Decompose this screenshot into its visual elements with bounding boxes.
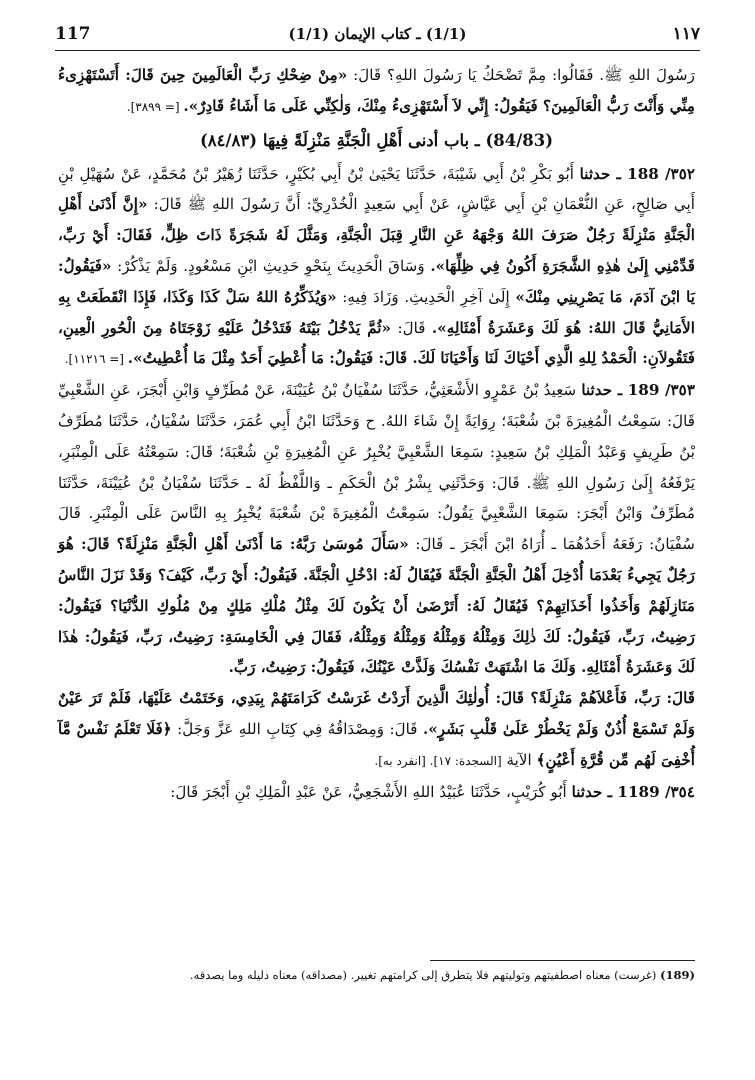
prophet-speech: «إِنَّ أَدْنَىٰ أَهْلِ الْجَنَّةِ مَنْزِلَةً رَجُلٌ صَرَفَ اللهُ وَجْهَهُ عَنِ النَّارِ قِبَلَ الْجَنَّةِ، وَمَثَّلَ لَهُ شَجَرَةً ذَاتَ ظِلٍّ، فَقَالَ: أَيْ رَبِّ، قَدِّمْنِي إِلَىٰ هٰذِهِ الشَّجَرَةِ أَكُونُ فِي ظِلِّهَا». [58, 195, 695, 275]
cross-reference: [= ٣٨٩٩]. [126, 99, 184, 114]
hadith-353 [58, 375, 695, 683]
footnote-number: (189) [660, 968, 695, 982]
text-run: سَعِيدُ بْنُ عَمْرٍو الأَشْعَثِيُّ، حَدَّثَنَا سُفْيَانُ بْنُ عُيَيْنَةَ، عَنْ مُطَرِّفٍ وَابْنِ أَبْجَرَ، عَنِ الشَّعْبِيِّ قَالَ: سَمِعْتُ الْمُغِيرَةَ بْنَ شُعْبَةَ؛ رِوَايَةً إِنْ شَاءَ اللهُ. ح وَحَدَّثَنَا ابْنُ أَبِي عُمَرَ، حَدَّثَنَا سُفْيَانُ، حَدَّثَنَا مُطَرِّفُ بْنُ طَرِيفٍ وَعَبْدُ الْمَلِكِ بْنُ سَعِيدٍ: سَمِعَا الشَّعْبِيَّ يُخْبِرُ عَنِ الْمُغِيرَةِ بْنِ شُعْبَةَ؛ قَالَ: سَمِعْتُهُ عَلَى الْمِنْبَرِ، يَرْفَعُهُ إِلَىٰ رَسُولِ اللهِ ﷺ. قَالَ: وَحَدَّثَنِي بِشْرُ بْنُ الْحَكَمِ ـ وَاللَّفْظُ لَهُ ـ حَدَّثَنَا سُفْيَانُ بْنُ عُيَيْنَةَ، حَدَّثَنَا مُطَرِّفٌ وَابْنُ أَبْجَرَ: سَمِعَا الشَّعْبِيَّ يَقُولُ: سَمِعْتُ الْمُغِيرَةَ بْنَ شُعْبَةَ يُخْبِرُ بِهِ النَّاسَ عَلَى الْمِنْبَرِ. قَالَ سُفْيَانُ: رَفَعَهُ أَحَدُهُمَا ـ أُرَاهُ ابْنَ أَبْجَرَ ـ قَالَ: [58, 381, 695, 554]
text-run: وَسَاقَ الْحَدِيثَ بِنَحْوِ حَدِيثِ ابْنِ مَسْعُودٍ. وَلَمْ يَذْكُرْ: [111, 256, 431, 275]
page-number-arabic: ١١٧ [672, 24, 700, 44]
prophet-speech: قَالَ: رَبِّ، فَأَعْلاَهُمْ مَنْزِلَةً؟ قَالَ: أُولٰئِكَ الَّذِينَ أَرَدْتُ غَرَسْتُ كَرَامَتَهُمْ بِيَدِي، وَخَتَمْتُ عَلَيْهَا، فَلَمْ تَرَ عَيْنٌ وَلَمْ تَسْمَعْ أُذُنٌ وَلَمْ يَخْطُرْ عَلَىٰ قَلْبِ بَشَرٍ». [58, 689, 695, 738]
prophet-speech: «فَيَقُولُ: يَا ابْنَ آدَمَ، مَا يَصْرِينِي مِنْكَ» [58, 256, 695, 306]
prophet-speech: «ثُمَّ يَدْخُلُ بَيْتَهُ فَتَدْخُلُ عَلَيْهِ زَوْجَتَاهُ مِنَ الْحُورِ الْعِينِ، فَتَقُولاَنِ: الْحَمْدُ لِلهِ الَّذِي أَحْيَاكَ لَنَا وَأَحْيَانَا لَكَ. قَالَ: فَيَقُولُ: مَا أُعْطِيَ أَحَدٌ مِثْلَ مَا أُعْطِيتُ». [58, 318, 695, 368]
footnote [60, 966, 695, 984]
hadith-353-continued [58, 683, 695, 776]
cross-reference: [= ١١٢١٦]. [64, 352, 128, 367]
cross-reference: [انفرد به]. [374, 753, 430, 768]
page-body [58, 60, 695, 807]
hadith-number: ٣٥٢/ 188 ـ حدثنا [579, 164, 696, 183]
hadith-number: ٣٥٣/ 189 ـ حدثنا [581, 381, 695, 400]
running-title: (1/1) ـ كتاب الإيمان (1/1) [288, 25, 467, 43]
page-header [55, 22, 700, 46]
prophet-speech: «سَأَلَ مُوسَىٰ رَبَّهُ: مَا أَدْنَىٰ أَهْلِ الْجَنَّةِ مَنْزِلَةً؟ قَالَ: هُوَ رَجُلٌ يَجِيءُ بَعْدَمَا أُدْخِلَ أَهْلُ الْجَنَّةِ الْجَنَّةَ فَيُقَالُ لَهُ: ادْخُلِ الْجَنَّةَ. فَيَقُولُ: أَيْ رَبِّ، كَيْفَ؟ وَقَدْ نَزَلَ النَّاسُ مَنَازِلَهُمْ وَأَخَذُوا أَخَذَاتِهِمْ؟ فَيُقَالُ لَهُ: أَتَرْضَىٰ أَنْ يَكُونَ لَكَ مِثْلُ مُلْكِ مَلِكٍ مِنْ مُلُوكِ الدُّنْيَا؟ فَيَقُولُ: رَضِيتُ، رَبِّ، فَيَقُولُ: لَكَ ذٰلِكَ وَمِثْلُهُ وَمِثْلُهُ وَمِثْلُهُ وَمِثْلُهُ، فَقَالَ فِي الْخَامِسَةِ: رَضِيتُ، رَبِّ، فَيَقُولُ: هٰذَا لَكَ وَعَشَرَةُ أَمْثَالِهِ. وَلَكَ مَا اشْتَهَتْ نَفْسُكَ وَلَذَّتْ عَيْنُكَ، فَيَقُولُ: رَضِيتُ، رَبِّ. [58, 535, 695, 677]
footnote-rule [430, 960, 695, 961]
footnote-text: (غرست) معناه اصطفيتهم وتوليتهم فلا يتطرق إلى كرامتهم تغيير. (مصداقه) معناه دليله وما يصدقه. [189, 968, 661, 982]
text-run: أَبُو كُرَيْبٍ، حَدَّثَنَا عُبَيْدُ اللهِ الأَشْجَعِيُّ، عَنْ عَبْدِ الْمَلِكِ بْنِ أَبْجَرَ قَالَ: [170, 782, 572, 801]
hadith-352 [58, 159, 695, 376]
text-run: إِلَىٰ آخِرِ الْحَدِيثِ. وَزَادَ فِيهِ: [336, 287, 516, 306]
prophet-speech: «مِنْ ضِحْكِ رَبِّ الْعَالَمِينَ حِينَ قَالَ: أَتَسْتَهْزِىءُ مِنِّي وَأَنْتَ رَبُّ الْعَالَمِينَ؟ فَيَقُولُ: إِنِّي لاَ أَسْتَهْزِىءُ مِنْكَ، وَلٰكِنِّي عَلَى مَا أَشَاءُ قَادِرٌ». [58, 66, 695, 115]
header-rule [55, 50, 700, 51]
quran-verse: ﴿فَلَا تَعْلَمُ نَفْسٌ مَّآ أُخْفِىَ لَهُم مِّن قُرَّةِ أَعْيُنٍ﴾ [58, 719, 695, 769]
text-run: رَسُولَ اللهِ ﷺ. فَقَالُوا: مِمَّ تَضْحَكُ يَا رَسُولَ اللهِ؟ قَالَ: [347, 66, 695, 84]
chapter-title: (84/83) ـ باب أدنى أَهْلِ الْجَنَّةِ مَنْزِلَةً فِيهَا (٨٤/٨٣) [199, 130, 554, 150]
paragraph-continuation [58, 60, 695, 123]
prophet-speech: «وَيُذَكِّرُهُ اللهُ سَلْ كَذَا وَكَذَا، فَإِذَا انْقَطَعَتْ بِهِ الأَمَانِيُّ قَالَ اللهُ: هُوَ لَكَ وَعَشَرَةُ أَمْثَالِهِ». [58, 287, 695, 337]
text-run: الآية [501, 750, 537, 769]
hadith-number: ٣٥٤/ 1189 ـ حدثنا [571, 782, 695, 801]
quran-reference: [السجدة: ١٧]. [429, 753, 502, 768]
text-run: قَالَ: [391, 318, 432, 337]
hadith-354 [58, 777, 695, 808]
text-run: قَالَ: وَمِصْدَاقُهُ فِي كِتَابِ اللهِ عَزَّ وَجَلَّ: [171, 719, 423, 738]
page-number-latin: 117 [55, 24, 91, 44]
text-run: أَبُو بَكْرِ بْنُ أَبِي شَيْبَةَ، حَدَّثَنَا يَحْيَىٰ بْنُ أَبِي بُكَيْرٍ، حَدَّثَنَا زُهَيْرُ بْنُ مُحَمَّدٍ، عَنْ سُهَيْلِ بْنِ أَبِي صَالِحٍ، عَنِ النُّعْمَانِ بْنِ أَبِي عَيَّاشٍ، عَنْ أَبِي سَعِيدٍ الْخُدْرِيِّ: أَنَّ رَسُولَ اللهِ ﷺ قَالَ: [58, 164, 696, 214]
